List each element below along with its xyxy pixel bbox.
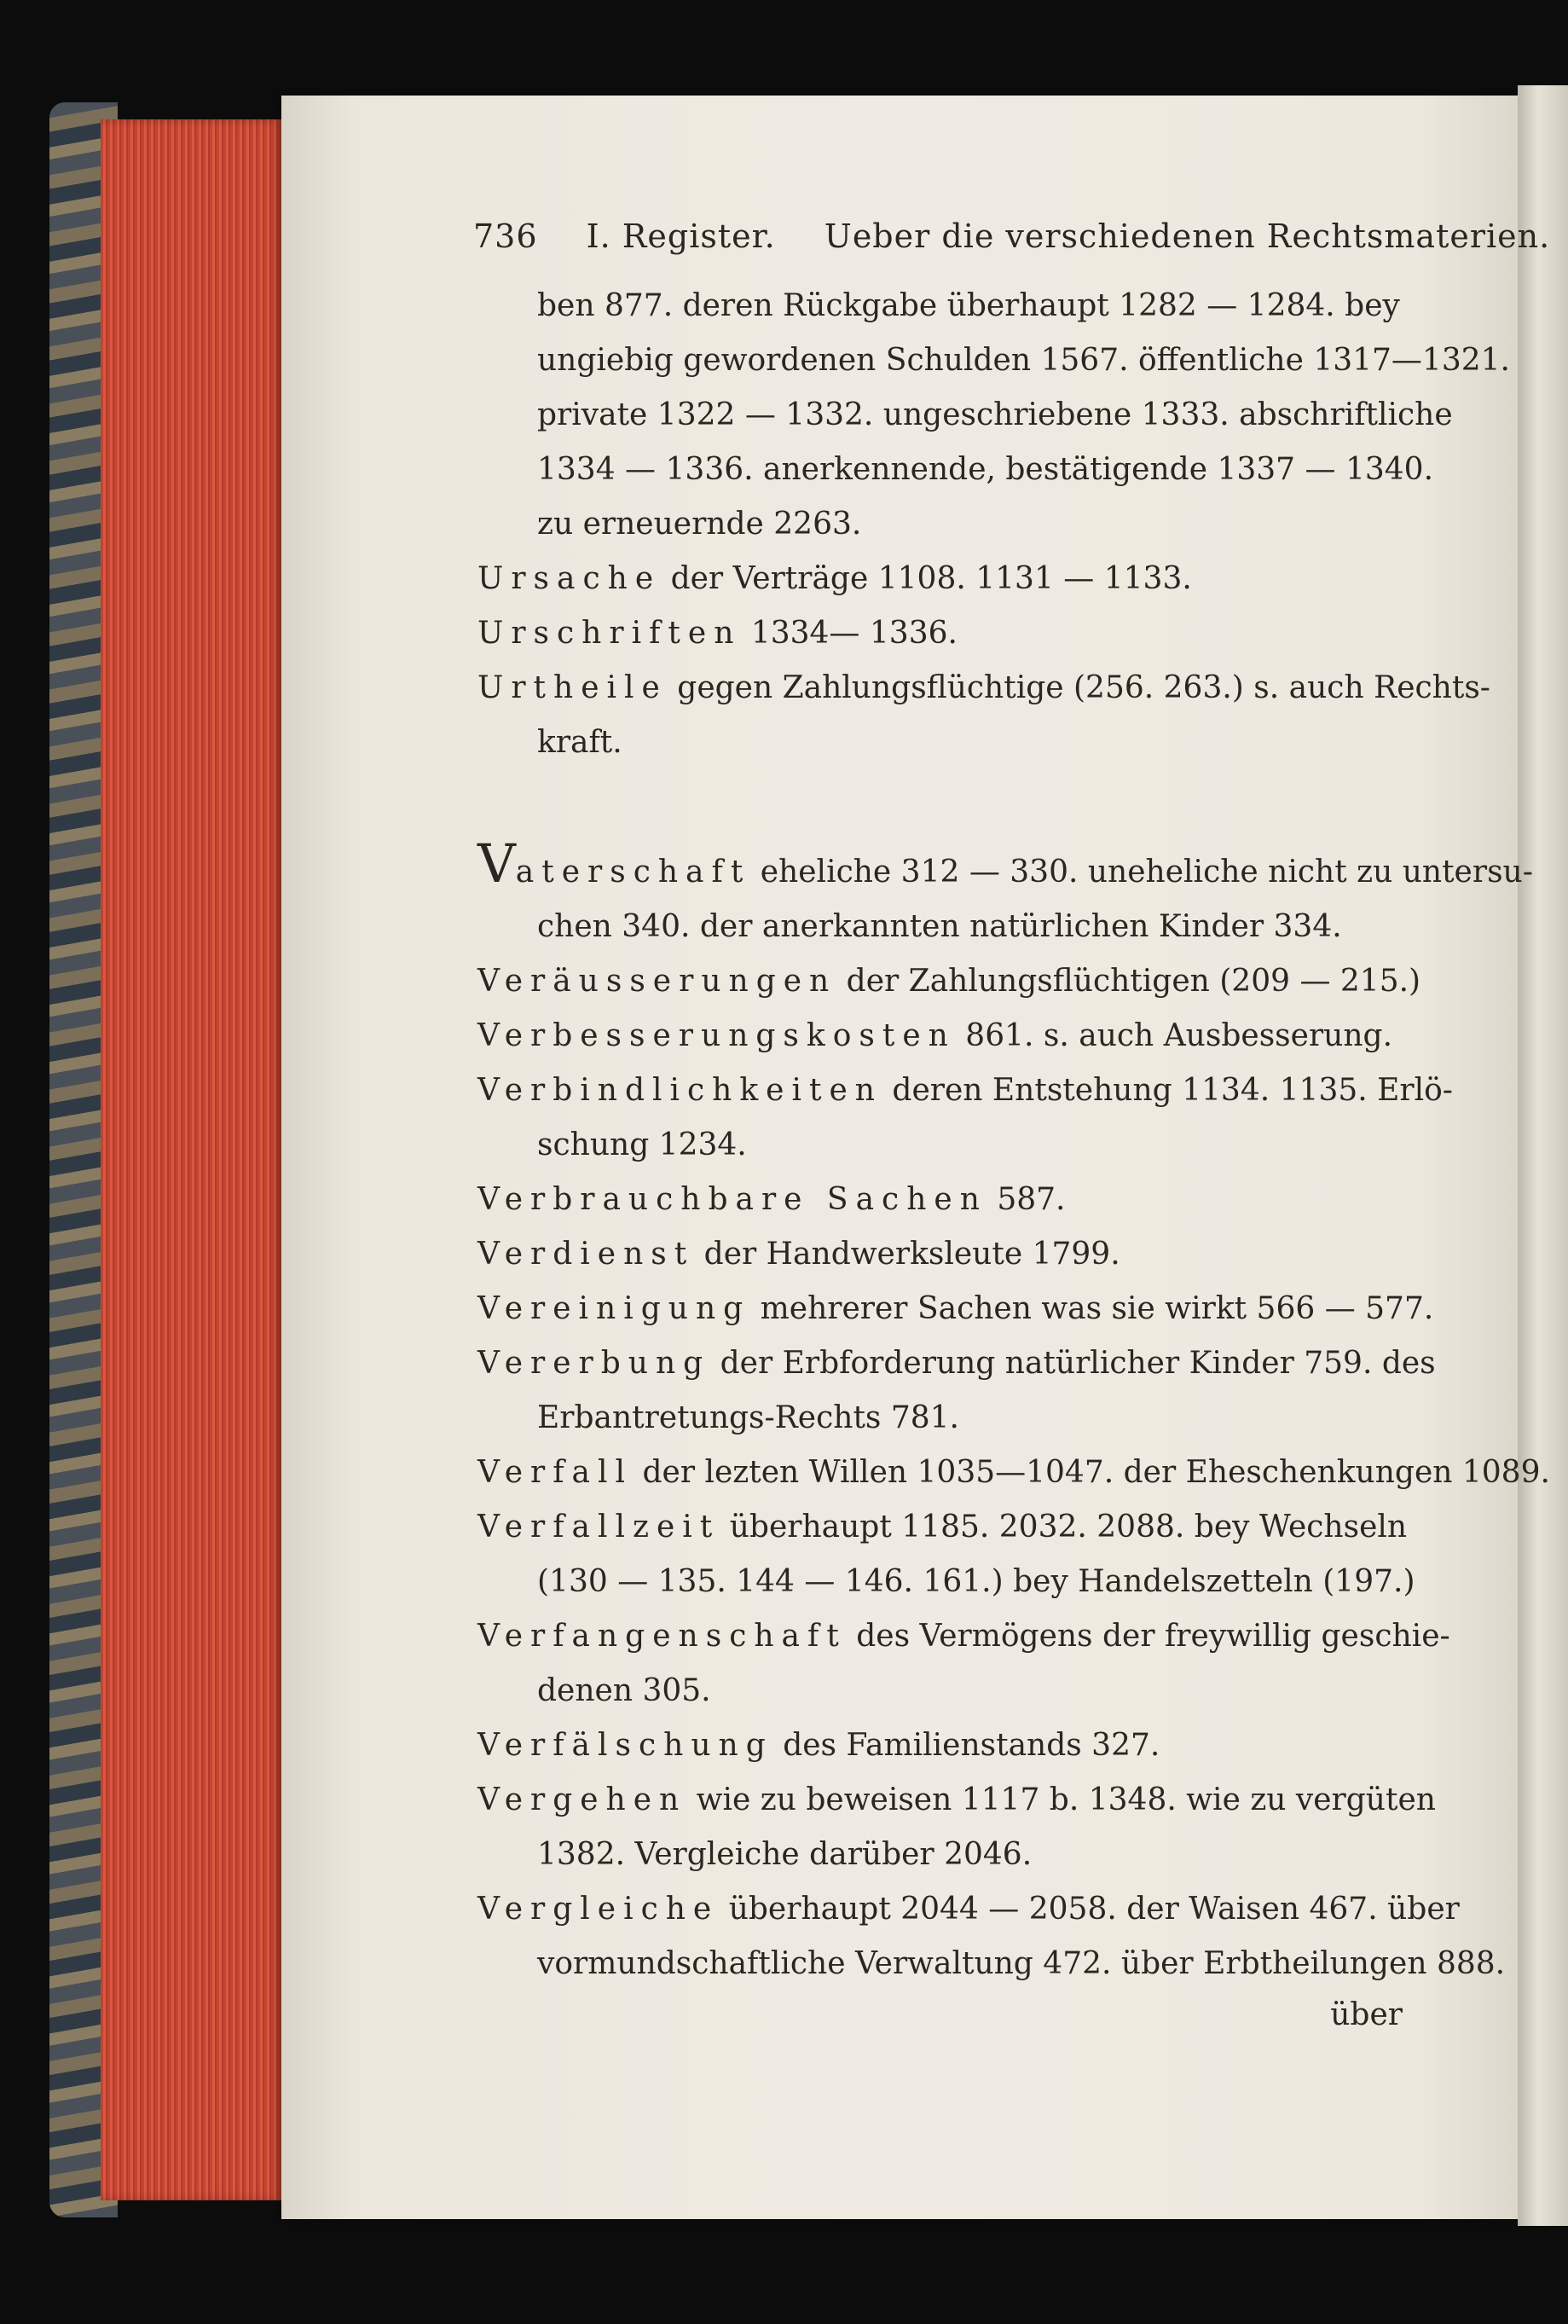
- entry-headword: Veräusserungen: [477, 964, 837, 999]
- catchword: über: [1330, 1997, 1403, 2032]
- red-page-edges: [101, 119, 284, 2200]
- index-entry-line: [477, 1500, 1441, 1555]
- entry-headword: Verbrauchbare Sachen: [477, 1182, 987, 1217]
- facing-page-gutter: [1518, 85, 1568, 2226]
- section-label: I. Register.: [586, 217, 776, 255]
- index-entry-line: [477, 1063, 1453, 1118]
- index-entry-line: [477, 1718, 1441, 1773]
- entry-headword: Vereinigung: [477, 1291, 751, 1326]
- entry-text: überhaupt 1185. 2032. 2088. bey Wechseln: [720, 1510, 1408, 1545]
- entry-continuation-line: [477, 716, 1441, 770]
- entry-text: 1334 — 1336. anerkennende, bestätigende 1337 — 1340.: [537, 452, 1434, 487]
- index-entry-line: [477, 1009, 1441, 1063]
- entry-text: kraft.: [537, 725, 622, 760]
- entry-text: Erbantretungs-Rechts 781.: [537, 1400, 959, 1435]
- entry-headword: Verbindlichkeiten: [477, 1073, 882, 1108]
- index-entry-line: [477, 1227, 1441, 1282]
- entry-text: des Vermögens der freywillig geschie-: [846, 1619, 1450, 1654]
- entry-text: der lezten Willen 1035—1047. der Eheschenkungen 1089.: [633, 1455, 1550, 1490]
- index-entry-line: [477, 1282, 1441, 1336]
- index-entry-line: [477, 606, 1441, 661]
- page-number: 736: [473, 217, 538, 255]
- entry-headword: Verfälschung: [477, 1728, 773, 1763]
- entry-text: 1382. Vergleiche darüber 2046.: [537, 1837, 1033, 1872]
- index-entry-line: [477, 1609, 1450, 1664]
- entry-continuation-line: [477, 279, 1441, 333]
- entry-headword: Verbesserungskosten: [477, 1018, 956, 1053]
- entry-headword: Vererbung: [477, 1346, 711, 1381]
- entry-text: 1334— 1336.: [741, 616, 958, 651]
- index-entry-line: [477, 1336, 1441, 1391]
- entry-text: der Handwerksleute 1799.: [694, 1237, 1120, 1272]
- entry-headword: Verfall: [477, 1455, 634, 1490]
- entry-text: private 1322 — 1332. ungeschriebene 1333. abschriftliche: [537, 397, 1453, 432]
- entry-continuation-line: [477, 1937, 1506, 1991]
- index-entry-line: [477, 1882, 1460, 1937]
- entry-headword: Urtheile: [477, 670, 668, 705]
- entry-text: überhaupt 2044 — 2058. der Waisen 467. über: [719, 1892, 1460, 1927]
- entry-headword: Ursache: [477, 561, 662, 596]
- entry-text: der Erbforderung natürlicher Kinder 759. des: [710, 1346, 1436, 1381]
- entry-headword: Verdienst: [477, 1237, 695, 1272]
- entry-text: mehrerer Sachen was sie wirkt 566 — 577.: [750, 1291, 1434, 1326]
- index-entry-line: [477, 1446, 1550, 1500]
- entry-text: ungiebig gewordenen Schulden 1567. öffentliche 1317—1321.: [537, 343, 1510, 378]
- entry-continuation-line: [477, 497, 1441, 552]
- entry-text: 587.: [987, 1182, 1066, 1217]
- index-entry-line: [477, 832, 1533, 900]
- entry-text: schung 1234.: [537, 1127, 747, 1162]
- entry-headword: Verfangenschaft: [477, 1619, 847, 1654]
- entry-text: gegen Zahlungsflüchtige (256. 263.) s. auch Rechts-: [667, 670, 1490, 705]
- entry-headword: Vergleiche: [477, 1892, 720, 1927]
- entry-continuation-line: [477, 443, 1441, 497]
- entry-headword: Verfallzeit: [477, 1510, 720, 1545]
- index-entries: [477, 279, 1550, 1991]
- entry-text: vormundschaftliche Verwaltung 472. über Erbtheilungen 888.: [537, 1946, 1506, 1981]
- index-entry-line: [477, 552, 1441, 606]
- entry-headword: Urschriften: [477, 616, 742, 651]
- page-text: [473, 217, 1551, 2039]
- index-entry-line: [477, 1173, 1441, 1227]
- index-entry-line: [477, 954, 1441, 1009]
- running-header: [473, 217, 1551, 255]
- entry-headword: Vergehen: [477, 1782, 687, 1817]
- entry-text: des Familienstands 327.: [772, 1728, 1160, 1763]
- entry-text: (130 — 135. 144 — 146. 161.) bey Handelszetteln (197.): [537, 1564, 1415, 1599]
- entry-continuation-line: [477, 1555, 1441, 1609]
- section-gap: [477, 770, 1441, 837]
- entry-text: deren Entstehung 1134. 1135. Erlö-: [882, 1073, 1453, 1108]
- entry-continuation-line: [477, 1664, 1441, 1718]
- entry-continuation-line: [477, 1828, 1441, 1882]
- index-entry-line: [477, 661, 1490, 716]
- entry-text: ben 877. deren Rückgabe überhaupt 1282 — 1284. bey: [537, 288, 1400, 323]
- entry-text: wie zu beweisen 1117 b. 1348. wie zu vergüten: [686, 1782, 1436, 1817]
- entry-continuation-line: [477, 1118, 1441, 1173]
- index-entry-line: [477, 1773, 1441, 1828]
- entry-headword: aterschaft: [515, 855, 751, 890]
- entry-text: der Zahlungsflüchtigen (209 — 215.): [836, 964, 1421, 999]
- entry-text: der Verträge 1108. 1131 — 1133.: [661, 561, 1192, 596]
- entry-continuation-line: [477, 333, 1510, 388]
- entry-text: 861. s. auch Ausbesserung.: [955, 1018, 1393, 1053]
- entry-continuation-line: [477, 388, 1453, 443]
- entry-continuation-line: [477, 900, 1441, 954]
- section-initial: V: [477, 832, 516, 895]
- page-title: Ueber die verschiedenen Rechtsmaterien.: [824, 217, 1551, 255]
- entry-text: eheliche 312 — 330. uneheliche nicht zu untersu-: [750, 855, 1533, 890]
- entry-continuation-line: [477, 1391, 1441, 1446]
- entry-text: zu erneuernde 2263.: [537, 507, 862, 542]
- entry-text: chen 340. der anerkannten natürlichen Kinder 334.: [537, 909, 1342, 944]
- entry-text: denen 305.: [537, 1673, 711, 1708]
